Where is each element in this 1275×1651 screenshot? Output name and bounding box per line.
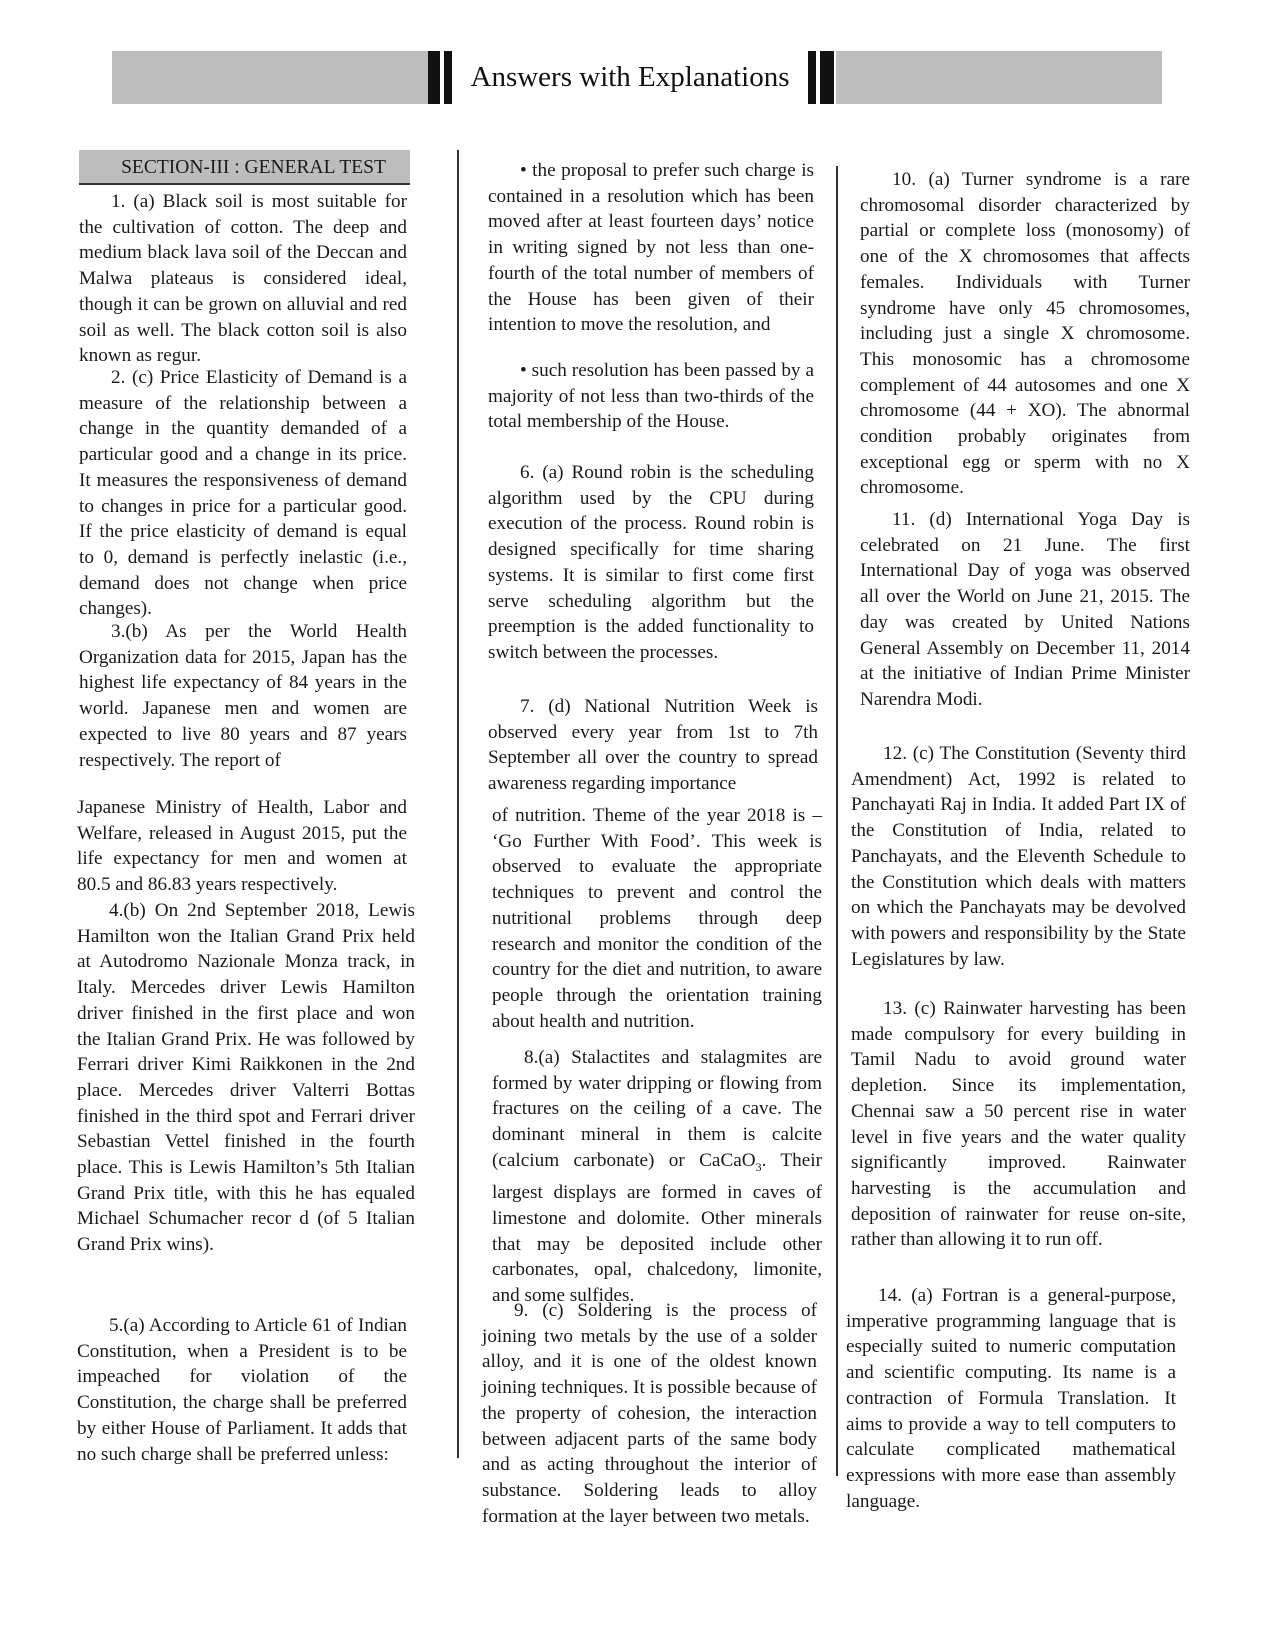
answer-12: 12. (c) The Constitution (Seventy third Amendment) Act, 1992 is related to Panchayati Raj in India. It added Part IX of the Constitution of India, related to Panchayats, and the Eleventh Schedule to the Constitution which deals with matters on which the Panchayats may be devolved with powers and responsibility by the State Legislatures by law.	[851, 743, 1186, 970]
page-title: Answers with Explanations	[470, 61, 790, 93]
answer-8	[492, 1045, 822, 1309]
answer-2: 2. (c) Price Elasticity of Demand is a measure of the relationship between a change in the quantity demanded of a particular good and a change in its price. It measures the responsiveness of demand to changes in price for a particular good. If the price elasticity of demand is equal to 0, demand is perfectly inelastic (i.e., demand does not change when price changes).	[79, 367, 407, 620]
answer-5-bullet-1: • the proposal to prefer such charge is contained in a resolution which has been moved after at least fourteen days’ notice in writing signed by not less than one-fourth of the total number of members of the House has been given of their intention to move the resolution, and	[488, 160, 814, 336]
answer-8-text-end: . Their largest displays are formed in caves of limestone and dolomite. Other minerals that may be deposited include other carbonates, opal, chalcedony, limonite, and some sulfides.	[492, 1149, 822, 1307]
answer-11: 11. (d) International Yoga Day is celebrated on 21 June. The first International Day of yoga was observed all over the World on June 21, 2015. The day was created by United Nations General Assembly on December 11, 2014 at the initiative of Indian Prime Minister Narendra Modi.	[860, 509, 1190, 710]
answer-13: 13. (c) Rainwater harvesting has been made compulsory for every building in Tamil Nadu to avoid ground water depletion. Since its implementation, Chennai saw a 50 percent rise in water level in five years and the water quality significantly improved. Rainwater harvesting is the accumulation and deposition of rainwater for reuse on-site, rather than allowing it to run off.	[851, 998, 1186, 1251]
answer-6: 6. (a) Round robin is the scheduling algorithm used by the CPU during execution of the process. Round robin is designed specifically for time sharing systems. It is similar to first come first serve scheduling algorithm but the preemption is the added functionality to switch between the processes.	[488, 462, 814, 663]
header-bar-mark-left-outer	[428, 51, 440, 104]
answer-7-part-1: 7. (d) National Nutrition Week is observed every year from 1st to 7th September all over the country to spread awareness regarding importance	[488, 696, 818, 795]
answer-3-part-1: 3.(b) As per the World Health Organization data for 2015, Japan has the highest life expectancy of 84 years in the world. Japanese men and women are expected to live 80 years and 87 years respectively. The report of	[79, 621, 407, 771]
answer-14: 14. (a) Fortran is a general-purpose, imperative programming language that is especially suited to numeric computation and scientific computing. Its name is a contraction of Formula Translation. It aims to provide a way to tell computers to calculate complicated mathematical expressions with more ease than assembly language.	[846, 1285, 1176, 1512]
column-divider-right	[836, 166, 838, 1476]
answer-8-text-start: 8.(a) Stalactites and stalagmites are formed by water dripping or flowing from fractures on the ceiling of a cave. The dominant mineral in them is calcite (calcium carbonate) or CaCaO	[492, 1047, 822, 1171]
answer-1: 1. (a) Black soil is most suitable for the cultivation of cotton. The deep and medium black lava soil of the Deccan and Malwa plateaus is considered ideal, though it can be grown on alluvial and red soil as well. The black cotton soil is also known as regur.	[79, 191, 407, 367]
answer-9: 9. (c) Soldering is the process of joining two metals by the use of a solder alloy, and it is one of the oldest known joining techniques. It is possible because of the property of cohesion, the interaction between adjacent parts of the same body and as acting throughout the interior of substance. Soldering leads to alloy formation at the layer between two metals.	[482, 1300, 817, 1527]
header-bar-mark-left-inner	[444, 51, 452, 104]
answer-7-part-2: of nutrition. Theme of the year 2018 is – ‘Go Further With Food’. This week is observed to evaluate the appropriate techniques to prevent and control the nutritional problems through deep research and monitor the condition of the country for the diet and nutrition, to aware people through the orientation training about health and nutrition.	[492, 805, 822, 1032]
header-bar-mark-right-inner	[808, 51, 816, 104]
answer-5-bullet-2: • such resolution has been passed by a majority of not less than two-thirds of the total membership of the House.	[488, 360, 814, 433]
answer-8-subscript: 3	[755, 1159, 762, 1174]
header-bar-mark-right-outer	[820, 51, 834, 104]
column-divider-left	[457, 150, 459, 1458]
answer-10: 10. (a) Turner syndrome is a rare chromosomal disorder characterized by partial or complete loss (monosomy) of one of the X chromosomes that affects females. Individuals with Turner syndrome have only 45 chromosomes, including just a single X chromosome. This monosomic has a chromosome complement of 44 autosomes and one X chromosome (44 + XO). The abnormal condition probably originates from exceptional egg or sperm with no X chromosome.	[860, 169, 1190, 499]
answer-3-part-2: Japanese Ministry of Health, Labor and Welfare, released in August 2015, put the life expectancy for men and women at 80.5 and 86.83 years respectively.	[77, 797, 407, 896]
answer-5: 5.(a) According to Article 61 of Indian Constitution, when a President is to be impeached for violation of the Constitution, the charge shall be preferred by either House of Parliament. It adds that no such charge shall be preferred unless:	[77, 1315, 407, 1465]
answer-4: 4.(b) On 2nd September 2018, Lewis Hamilton won the Italian Grand Prix held at Autodromo Nazionale Monza track, in Italy. Mercedes driver Lewis Hamilton driver finished in the first place and won the Italian Grand Prix. He was followed by Ferrari driver Kimi Raikkonen in the 2nd place. Mercedes driver Valterri Bottas finished in the third spot and Ferrari driver Sebastian Vettel finished in the fourth place. This is Lewis Hamilton’s 5th Italian Grand Prix title, with this he has equaled Michael Schumacher recor d (of 5 Italian Grand Prix wins).	[77, 900, 415, 1256]
section-title: SECTION-III : GENERAL TEST	[79, 150, 410, 185]
